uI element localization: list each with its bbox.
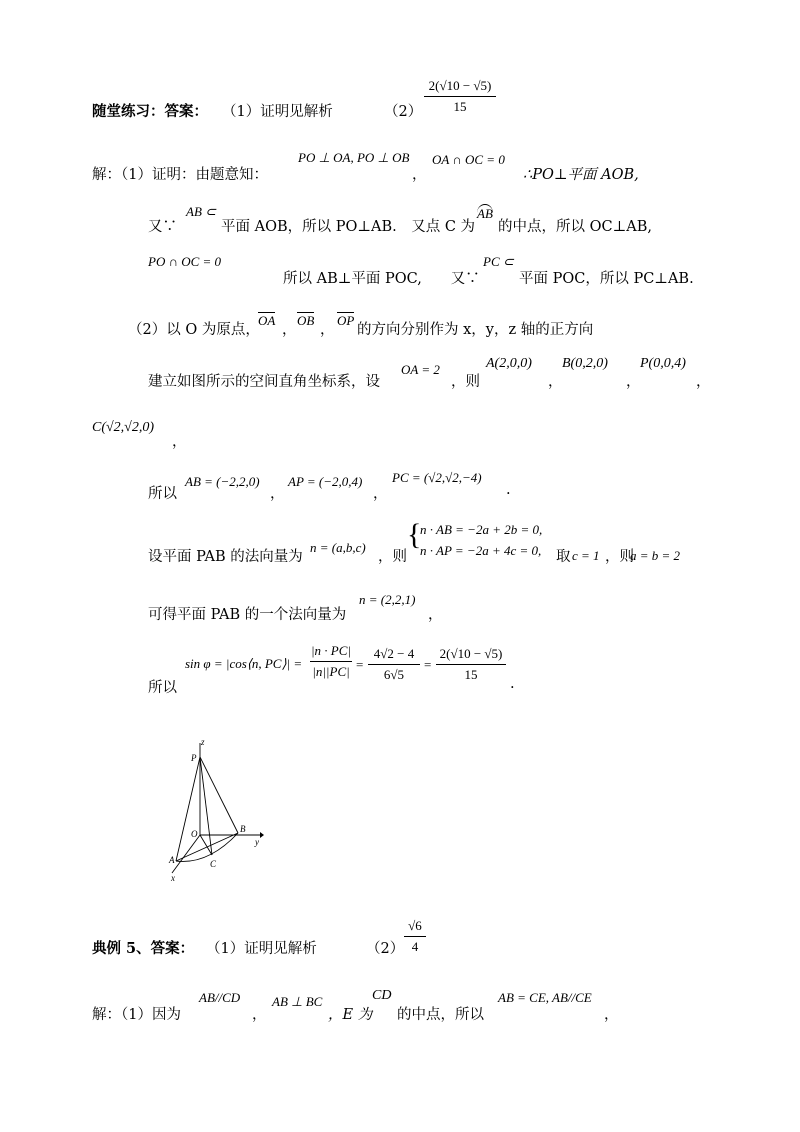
fraction-1: |n · PC| |n||PC| — [310, 643, 351, 679]
line3-text: 所以 AB⊥平面 POC, 又∵ — [283, 271, 480, 287]
edge-pc — [200, 757, 212, 855]
fraction-3: 2(√10 − √5) 15 — [436, 646, 506, 683]
answer-part2-label: （2） — [384, 104, 423, 120]
brace: { — [407, 518, 422, 551]
point-a: A(2,0,0) — [486, 356, 532, 371]
point-c: C(√2,√2,0) — [92, 420, 155, 435]
label-z: z — [201, 737, 205, 747]
section2-answer-part2-label: （2） — [366, 941, 405, 957]
label-c: C — [210, 859, 217, 869]
vector-oa: OA — [258, 313, 276, 328]
solution-intro: 解：（1）证明：由题意知： — [92, 167, 268, 183]
ab-value: a = b = 2 — [630, 548, 681, 563]
period-2: . — [510, 676, 515, 692]
vector-ap: AP = (−2,0,4) — [288, 474, 363, 489]
edge-pa — [176, 757, 200, 861]
segment-cd: CD — [372, 988, 392, 1003]
vector-ob: OB — [297, 313, 315, 328]
text-then: ，则 — [451, 374, 480, 390]
text-then-3: ，则 — [605, 549, 634, 565]
text-so: 所以 — [148, 486, 177, 502]
line4-tail: 的方向分别作为 x，y，z 轴的正方向 — [357, 322, 594, 338]
ab-perp-bc: AB ⊥ BC — [272, 994, 323, 1009]
text-again: 又∵ — [148, 219, 177, 235]
label-b: B — [240, 824, 246, 834]
point-p: P(0,0,4) — [640, 356, 686, 371]
text-e-is: ，E 为 — [328, 1007, 373, 1023]
c-value: c = 1 — [572, 548, 600, 563]
vector-op: OP — [337, 313, 355, 328]
line9-text: 可得平面 PAB 的一个法向量为 — [148, 607, 347, 623]
ab-parallel-cd: AB//CD — [199, 990, 241, 1005]
arc-ab: AB — [477, 206, 493, 221]
period: . — [506, 482, 511, 498]
line4-text: （2）以 O 为原点， — [128, 322, 260, 338]
condition-perp: PO ⊥ OA, PO ⊥ OB — [298, 150, 410, 165]
text-then-2: ，则 — [378, 549, 407, 565]
section2-heading: 典例 5、答案： — [92, 940, 195, 957]
pc-subset: PC ⊂ — [483, 254, 514, 269]
solution2-intro: 解：（1）因为 — [92, 1007, 181, 1023]
oa-equals: OA = 2 — [401, 362, 440, 377]
x-axis — [172, 835, 200, 873]
text-so-2: 所以 — [148, 680, 177, 696]
line2-text: 平面 AOB，所以 PO⊥AB. 又点 C 为 — [221, 219, 476, 235]
answer-part2-fraction: 2(√10 − √5) 15 — [424, 78, 496, 115]
section2-answer-fraction: √6 4 — [404, 918, 426, 955]
vector-ab: AB = (−2,2,0) — [185, 474, 260, 489]
text-take: 取 — [556, 549, 571, 565]
section2-answer-part1: （1）证明见解析 — [206, 941, 317, 957]
tetrahedron-figure — [160, 735, 270, 885]
answer-part1: （1）证明见解析 — [222, 104, 333, 120]
fraction-2: 4√2 − 4 6√5 — [368, 646, 420, 683]
conclusion-1: ∴PO⊥平面 AOB, — [523, 167, 639, 183]
normal-vector-result: n = (2,2,1) — [359, 592, 416, 607]
label-x: x — [171, 873, 175, 883]
sin-lhs: sin φ = |cos⟨n, PC⟩| = — [185, 656, 303, 671]
comma: ， — [412, 167, 427, 183]
label-a: A — [169, 855, 175, 865]
label-o: O — [191, 829, 198, 839]
edge-pb — [200, 757, 238, 833]
normal-vector: n = (a,b,c) — [310, 540, 366, 555]
system-eq-2: n · AP = −2a + 4c = 0, — [420, 543, 542, 558]
vector-pc: PC = (√2,√2,−4) — [392, 470, 482, 485]
label-y: y — [255, 837, 259, 847]
po-intersect-oc: PO ∩ OC = 0 — [148, 254, 222, 269]
system-eq-1: n · AB = −2a + 2b = 0, — [420, 522, 543, 537]
comma-3: ， — [604, 1007, 619, 1023]
line2-tail: 的中点，所以 OC⊥AB, — [498, 219, 652, 235]
line8-text: 设平面 PAB 的法向量为 — [148, 549, 303, 565]
line3-tail: 平面 POC，所以 PC⊥AB. — [519, 271, 694, 287]
label-p: P — [191, 753, 197, 763]
section-heading: 随堂练习：答案： — [92, 103, 208, 120]
text-midpoint: 的中点，所以 — [397, 1007, 484, 1023]
ab-equals-ce: AB = CE, AB//CE — [498, 990, 592, 1005]
comma-2: ， — [252, 1007, 267, 1023]
condition-intersect: OA ∩ OC = 0 — [432, 152, 505, 167]
point-b: B(0,2,0) — [562, 356, 608, 371]
line5-text: 建立如图所示的空间直角坐标系，设 — [148, 374, 380, 390]
ab-subset: AB ⊂ — [186, 204, 217, 219]
